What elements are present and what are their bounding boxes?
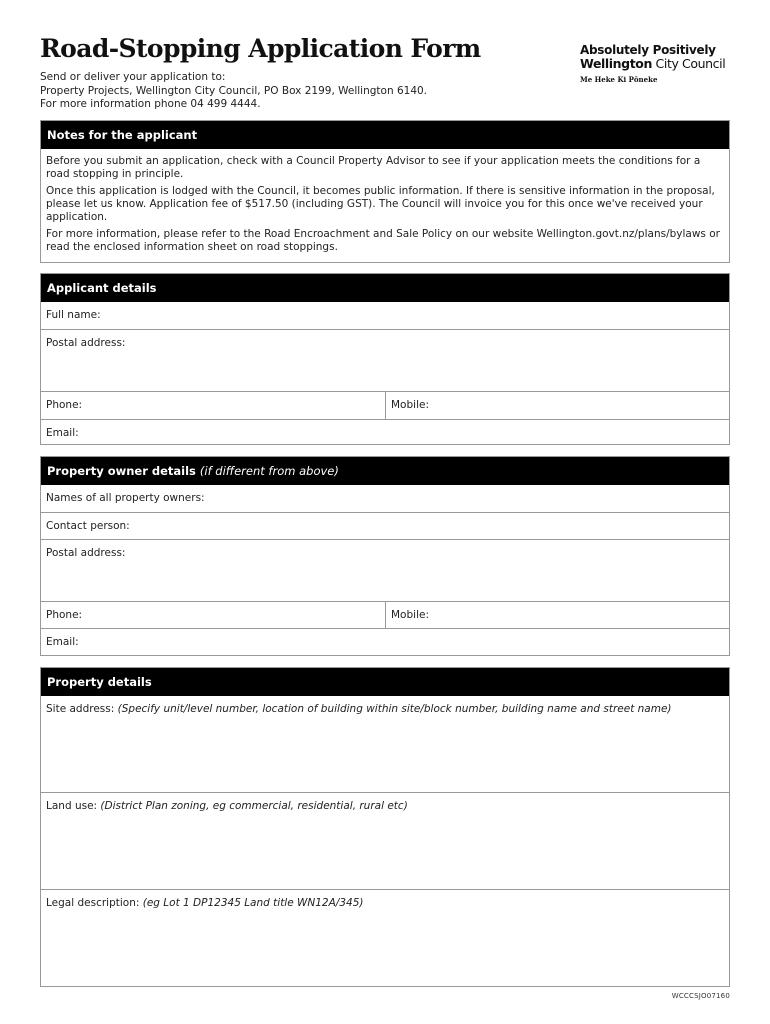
owner-phone-row (41, 601, 729, 628)
legal-description-field[interactable] (41, 890, 729, 986)
property-land-use-row (41, 792, 729, 889)
applicant-mobile-field[interactable]: Mobile: (391, 399, 429, 411)
logo-tagline: Me Heke Ki Pōneke (580, 75, 658, 84)
notes-paragraph-2: Once this application is lodged with the Council, it becomes public information. If there is sensitive information in the proposal, please let us know. Application fee of $517.50 (including GST). The Council will invoice you for this once we've received your application. (46, 185, 715, 223)
notes-paragraph-1: Before you submit an application, check with a Council Property Advisor to see if your application meets the conditions for a road stopping in principle. (46, 155, 701, 180)
notes-heading: Notes for the applicant (41, 121, 729, 149)
owner-mobile-field[interactable]: Mobile: (391, 609, 429, 621)
applicant-full-name-field[interactable]: Full name: (46, 309, 101, 321)
legal-description-label: Legal description: (46, 897, 140, 909)
intro-line-send: Send or deliver your application to: (40, 71, 226, 83)
logo-city-council: City Council (651, 56, 726, 71)
property-section (40, 667, 730, 987)
logo-wellington: Wellington (580, 56, 652, 71)
owner-email-row (41, 628, 729, 656)
intro-line-address: Property Projects, Wellington City Council, PO Box 2199, Wellington 6140. (40, 84, 428, 97)
owner-names-field[interactable]: Names of all property owners: (46, 492, 205, 504)
site-address-field[interactable] (41, 696, 729, 792)
owner-postal-row (41, 539, 729, 601)
land-use-hint: (District Plan zoning, eg commercial, residential, rural etc) (100, 800, 408, 812)
applicant-email-row (41, 419, 729, 446)
owner-section (40, 456, 730, 656)
applicant-heading: Applicant details (41, 274, 729, 302)
applicant-full-name-row (41, 302, 729, 329)
site-address-hint: (Specify unit/level number, location of building within site/block number, building name and street name) (117, 703, 672, 715)
owner-heading-title: Property owner details (47, 464, 196, 478)
applicant-postal-row (41, 329, 729, 391)
site-address-label: Site address: (46, 703, 115, 715)
owner-heading (41, 457, 729, 485)
owner-heading-note: (if different from above) (199, 464, 339, 478)
intro-text (40, 71, 427, 112)
owner-contact-person-field[interactable]: Contact person: (46, 520, 130, 532)
notes-paragraph-3: For more information, please refer to the Road Encroachment and Sale Policy on our website Wellington.govt.nz/plans/bylaws or read the enclosed information sheet on road stoppings. (46, 228, 720, 253)
owner-email-field[interactable]: Email: (46, 636, 79, 648)
land-use-field[interactable] (41, 793, 729, 889)
logo-line-2 (580, 57, 725, 71)
applicant-phone-row (41, 391, 729, 419)
notes-body (41, 149, 729, 254)
owner-postal-address-field[interactable]: Postal address: (46, 547, 126, 559)
applicant-phone-field[interactable]: Phone: (41, 392, 386, 419)
land-use-label: Land use: (46, 800, 98, 812)
property-legal-row (41, 889, 729, 986)
applicant-postal-address-field[interactable]: Postal address: (46, 337, 126, 349)
applicant-section (40, 273, 730, 445)
notes-section (40, 120, 730, 263)
property-heading: Property details (41, 668, 729, 696)
property-site-row (41, 696, 729, 792)
owner-names-row (41, 485, 729, 512)
form-code: WCCCSJO07160 (671, 992, 730, 1000)
owner-contact-row (41, 512, 729, 539)
applicant-email-field[interactable]: Email: (46, 427, 79, 439)
legal-description-hint: (eg Lot 1 DP12345 Land title WN12A/345) (142, 897, 364, 909)
owner-phone-field[interactable]: Phone: (41, 602, 386, 628)
intro-line-phone: For more information phone 04 499 4444. (40, 98, 261, 110)
logo-line-1: Absolutely Positively (580, 43, 716, 57)
council-logo (580, 44, 725, 84)
page-title: Road-Stopping Application Form (40, 34, 481, 63)
